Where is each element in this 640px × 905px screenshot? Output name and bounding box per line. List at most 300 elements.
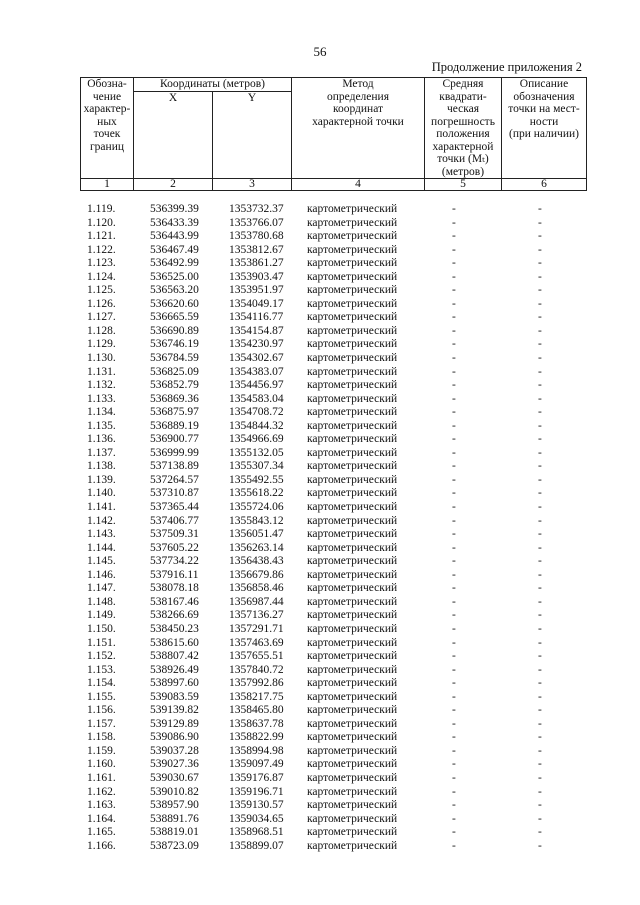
point-id-cell: 1.160. xyxy=(87,758,116,771)
table-row xyxy=(0,338,640,352)
page-number: 56 xyxy=(313,44,327,59)
method-cell: картометрический xyxy=(307,663,398,676)
x-coordinate-cell: 538819.01 xyxy=(150,826,199,839)
precision-cell: - xyxy=(452,731,456,744)
x-coordinate-cell: 536690.89 xyxy=(150,324,199,337)
table-row xyxy=(0,460,640,474)
y-coordinate-cell: 1357136.27 xyxy=(229,609,284,622)
method-cell: картометрический xyxy=(307,690,398,703)
header-description-line: ности xyxy=(529,115,559,128)
description-cell: - xyxy=(538,433,542,446)
table-row xyxy=(0,501,640,515)
point-id-cell: 1.162. xyxy=(87,785,116,798)
method-cell: картометрический xyxy=(307,419,398,432)
table-row xyxy=(0,311,640,325)
header-precision-line: характерной xyxy=(432,140,494,153)
method-cell: картометрический xyxy=(307,433,398,446)
point-id-cell: 1.163. xyxy=(87,799,116,812)
description-cell: - xyxy=(538,690,542,703)
description-cell: - xyxy=(538,352,542,365)
y-coordinate-cell: 1358899.07 xyxy=(229,839,284,852)
point-id-cell: 1.142. xyxy=(87,514,116,527)
description-cell: - xyxy=(538,839,542,852)
method-cell: картометрический xyxy=(307,284,398,297)
method-cell: картометрический xyxy=(307,487,398,500)
y-coordinate-cell: 1358822.99 xyxy=(229,731,284,744)
point-id-cell: 1.158. xyxy=(87,731,116,744)
y-coordinate-cell: 1354583.04 xyxy=(229,392,284,405)
header-precision-line: ческая xyxy=(446,103,480,115)
point-id-cell: 1.126. xyxy=(87,297,116,310)
point-id-cell: 1.143. xyxy=(87,528,116,541)
point-id-cell: 1.138. xyxy=(87,460,116,473)
description-cell: - xyxy=(538,771,542,784)
x-coordinate-cell: 538167.46 xyxy=(150,595,199,608)
table-row xyxy=(0,271,640,285)
table-row xyxy=(0,569,640,583)
method-cell: картометрический xyxy=(307,297,398,310)
method-cell: картометрический xyxy=(307,365,398,378)
table-row xyxy=(0,582,640,596)
table-row xyxy=(0,217,640,231)
x-coordinate-cell: 538450.23 xyxy=(150,622,199,635)
y-coordinate-cell: 1358994.98 xyxy=(229,744,284,757)
y-coordinate-cell: 1354966.69 xyxy=(229,433,284,446)
table-row xyxy=(0,528,640,542)
y-coordinate-cell: 1357992.86 xyxy=(229,677,284,690)
table-header xyxy=(80,77,587,191)
description-cell: - xyxy=(538,419,542,432)
precision-cell: - xyxy=(452,243,456,256)
header-point-id xyxy=(81,78,134,179)
point-id-cell: 1.148. xyxy=(87,595,116,608)
y-coordinate-cell: 1357840.72 xyxy=(229,663,284,676)
table-row xyxy=(0,637,640,651)
description-cell: - xyxy=(538,460,542,473)
y-coordinate-cell: 1353780.68 xyxy=(229,230,284,243)
x-coordinate-cell: 536399.39 xyxy=(150,203,199,215)
x-coordinate-cell: 539139.82 xyxy=(150,704,199,717)
table-row xyxy=(0,731,640,745)
table-row xyxy=(0,799,640,813)
point-id-cell: 1.134. xyxy=(87,406,116,419)
point-id-cell: 1.119. xyxy=(87,203,116,215)
description-cell: - xyxy=(538,406,542,419)
y-coordinate-cell: 1353861.27 xyxy=(229,257,284,270)
method-cell: картометрический xyxy=(307,595,398,608)
precision-cell: - xyxy=(452,758,456,771)
header-precision-line: точки (Mₜ) xyxy=(437,153,489,165)
method-cell: картометрический xyxy=(307,216,398,229)
header-point-id-line: Обозна- xyxy=(87,78,127,90)
table-row xyxy=(0,325,640,339)
description-cell: - xyxy=(538,650,542,663)
point-id-cell: 1.139. xyxy=(87,473,116,486)
method-cell: картометрический xyxy=(307,379,398,392)
x-coordinate-cell: 539027.36 xyxy=(150,758,199,771)
precision-cell: - xyxy=(452,690,456,703)
header-num-6: 6 xyxy=(502,179,587,191)
precision-cell: - xyxy=(452,622,456,635)
precision-cell: - xyxy=(452,636,456,649)
header-precision-line: (метров) xyxy=(441,165,485,178)
description-cell: - xyxy=(538,311,542,324)
point-id-cell: 1.123. xyxy=(87,257,116,270)
y-coordinate-cell: 1353766.07 xyxy=(229,216,284,229)
precision-cell: - xyxy=(452,203,456,215)
header-description-line: точки на мест- xyxy=(508,103,580,115)
precision-cell: - xyxy=(452,379,456,392)
point-id-cell: 1.161. xyxy=(87,771,116,784)
method-cell: картометрический xyxy=(307,338,398,351)
table-row xyxy=(0,284,640,298)
x-coordinate-cell: 537264.57 xyxy=(150,473,199,486)
y-coordinate-cell: 1354049.17 xyxy=(229,297,284,310)
table-row xyxy=(0,650,640,664)
point-id-cell: 1.132. xyxy=(87,379,116,392)
header-coords-group: Координаты (метров) xyxy=(134,78,292,92)
precision-cell: - xyxy=(452,826,456,839)
y-coordinate-cell: 1358968.51 xyxy=(229,826,284,839)
method-cell: картометрический xyxy=(307,555,398,568)
table-row xyxy=(0,745,640,759)
precision-cell: - xyxy=(452,595,456,608)
point-id-cell: 1.121. xyxy=(87,230,116,243)
table-row xyxy=(0,758,640,772)
method-cell: картометрический xyxy=(307,731,398,744)
method-cell: картометрический xyxy=(307,826,398,839)
y-coordinate-cell: 1359196.71 xyxy=(229,785,284,798)
table-row xyxy=(0,379,640,393)
x-coordinate-cell: 537734.22 xyxy=(150,555,199,568)
method-cell: картометрический xyxy=(307,406,398,419)
table-row xyxy=(0,420,640,434)
point-id-cell: 1.146. xyxy=(87,568,116,581)
description-cell: - xyxy=(538,203,542,215)
y-coordinate-cell: 1353951.97 xyxy=(229,284,284,297)
y-coordinate-cell: 1356858.46 xyxy=(229,582,284,595)
method-cell: картометрический xyxy=(307,744,398,757)
point-id-cell: 1.153. xyxy=(87,663,116,676)
header-description-line: Описание xyxy=(519,78,569,90)
x-coordinate-cell: 536746.19 xyxy=(150,338,199,351)
y-coordinate-cell: 1354302.67 xyxy=(229,352,284,365)
point-id-cell: 1.141. xyxy=(87,501,116,514)
header-method-line: определения xyxy=(326,90,389,103)
description-cell: - xyxy=(538,758,542,771)
precision-cell: - xyxy=(452,297,456,310)
precision-cell: - xyxy=(452,460,456,473)
y-coordinate-cell: 1359130.57 xyxy=(229,799,284,812)
header-point-id-line: точек xyxy=(93,128,121,140)
table-row xyxy=(0,555,640,569)
description-cell: - xyxy=(538,284,542,297)
method-cell: картометрический xyxy=(307,203,398,215)
table-row xyxy=(0,813,640,827)
point-id-cell: 1.156. xyxy=(87,704,116,717)
x-coordinate-cell: 536900.77 xyxy=(150,433,199,446)
x-coordinate-cell: 536999.99 xyxy=(150,446,199,459)
point-id-cell: 1.120. xyxy=(87,216,116,229)
method-cell: картометрический xyxy=(307,812,398,825)
x-coordinate-cell: 539129.89 xyxy=(150,717,199,730)
description-cell: - xyxy=(538,731,542,744)
y-coordinate-cell: 1355724.06 xyxy=(229,501,284,514)
y-coordinate-cell: 1358465.80 xyxy=(229,704,284,717)
precision-cell: - xyxy=(452,785,456,798)
method-cell: картометрический xyxy=(307,609,398,622)
precision-cell: - xyxy=(452,514,456,527)
point-id-cell: 1.140. xyxy=(87,487,116,500)
x-coordinate-cell: 537605.22 xyxy=(150,541,199,554)
description-cell: - xyxy=(538,473,542,486)
table-row xyxy=(0,366,640,380)
description-cell: - xyxy=(538,595,542,608)
x-coordinate-cell: 536620.60 xyxy=(150,297,199,310)
y-coordinate-cell: 1355618.22 xyxy=(229,487,284,500)
method-cell: картометрический xyxy=(307,650,398,663)
point-id-cell: 1.136. xyxy=(87,433,116,446)
method-cell: картометрический xyxy=(307,392,398,405)
y-coordinate-cell: 1356051.47 xyxy=(229,528,284,541)
point-id-cell: 1.150. xyxy=(87,622,116,635)
precision-cell: - xyxy=(452,216,456,229)
x-coordinate-cell: 538723.09 xyxy=(150,839,199,852)
table-row xyxy=(0,691,640,705)
precision-cell: - xyxy=(452,555,456,568)
x-coordinate-cell: 537509.31 xyxy=(150,528,199,541)
description-cell: - xyxy=(538,622,542,635)
header-num-1: 1 xyxy=(81,179,134,191)
y-coordinate-cell: 1356679.86 xyxy=(229,568,284,581)
point-id-cell: 1.131. xyxy=(87,365,116,378)
point-id-cell: 1.122. xyxy=(87,243,116,256)
point-id-cell: 1.166. xyxy=(87,839,116,852)
x-coordinate-cell: 539086.90 xyxy=(150,731,199,744)
precision-cell: - xyxy=(452,582,456,595)
method-cell: картометрический xyxy=(307,270,398,283)
precision-cell: - xyxy=(452,839,456,852)
x-coordinate-cell: 536433.39 xyxy=(150,216,199,229)
description-cell: - xyxy=(538,785,542,798)
precision-cell: - xyxy=(452,568,456,581)
header-precision-line: положения xyxy=(436,128,490,140)
description-cell: - xyxy=(538,446,542,459)
precision-cell: - xyxy=(452,338,456,351)
x-coordinate-cell: 536852.79 xyxy=(150,379,199,392)
precision-cell: - xyxy=(452,433,456,446)
table-row xyxy=(0,447,640,461)
y-coordinate-cell: 1353732.37 xyxy=(229,203,284,215)
y-coordinate-cell: 1358217.75 xyxy=(229,690,284,703)
x-coordinate-cell: 538891.76 xyxy=(150,812,199,825)
header-point-id-line: ных xyxy=(97,115,117,128)
x-coordinate-cell: 538078.18 xyxy=(150,582,199,595)
point-id-cell: 1.155. xyxy=(87,690,116,703)
y-coordinate-cell: 1354154.87 xyxy=(229,324,284,337)
description-cell: - xyxy=(538,609,542,622)
y-coordinate-cell: 1354708.72 xyxy=(229,406,284,419)
y-coordinate-cell: 1353812.67 xyxy=(229,243,284,256)
point-id-cell: 1.157. xyxy=(87,717,116,730)
method-cell: картометрический xyxy=(307,311,398,324)
description-cell: - xyxy=(538,324,542,337)
y-coordinate-cell: 1356987.44 xyxy=(229,595,284,608)
table-row xyxy=(0,840,640,854)
x-coordinate-cell: 536784.59 xyxy=(150,352,199,365)
description-cell: - xyxy=(538,744,542,757)
x-coordinate-cell: 539010.82 xyxy=(150,785,199,798)
description-cell: - xyxy=(538,514,542,527)
precision-cell: - xyxy=(452,650,456,663)
method-cell: картометрический xyxy=(307,622,398,635)
method-cell: картометрический xyxy=(307,799,398,812)
x-coordinate-cell: 537406.77 xyxy=(150,514,199,527)
header-precision-line: квадрати- xyxy=(439,90,487,103)
y-coordinate-cell: 1356263.14 xyxy=(229,541,284,554)
description-cell: - xyxy=(538,663,542,676)
x-coordinate-cell: 536875.97 xyxy=(150,406,199,419)
table-row xyxy=(0,786,640,800)
precision-cell: - xyxy=(452,704,456,717)
precision-cell: - xyxy=(452,717,456,730)
description-cell: - xyxy=(538,379,542,392)
description-cell: - xyxy=(538,528,542,541)
x-coordinate-cell: 537138.89 xyxy=(150,460,199,473)
x-coordinate-cell: 538957.90 xyxy=(150,799,199,812)
table-row xyxy=(0,704,640,718)
x-coordinate-cell: 536665.59 xyxy=(150,311,199,324)
table-row xyxy=(0,596,640,610)
header-method xyxy=(292,78,425,179)
description-cell: - xyxy=(538,799,542,812)
precision-cell: - xyxy=(452,352,456,365)
description-cell: - xyxy=(538,365,542,378)
precision-cell: - xyxy=(452,487,456,500)
description-cell: - xyxy=(538,717,542,730)
table-row xyxy=(0,433,640,447)
precision-cell: - xyxy=(452,663,456,676)
header-precision xyxy=(425,78,502,179)
header-x: X xyxy=(134,91,213,178)
y-coordinate-cell: 1355492.55 xyxy=(229,473,284,486)
y-coordinate-cell: 1357463.69 xyxy=(229,636,284,649)
table-row xyxy=(0,772,640,786)
point-id-cell: 1.159. xyxy=(87,744,116,757)
x-coordinate-cell: 536889.19 xyxy=(150,419,199,432)
table-row xyxy=(0,718,640,732)
x-coordinate-cell: 536525.00 xyxy=(150,270,199,283)
precision-cell: - xyxy=(452,365,456,378)
description-cell: - xyxy=(538,812,542,825)
x-coordinate-cell: 536825.09 xyxy=(150,365,199,378)
table-row xyxy=(0,474,640,488)
x-coordinate-cell: 538807.42 xyxy=(150,650,199,663)
y-coordinate-cell: 1355132.05 xyxy=(229,446,284,459)
point-id-cell: 1.151. xyxy=(87,636,116,649)
method-cell: картометрический xyxy=(307,243,398,256)
y-coordinate-cell: 1354116.77 xyxy=(229,311,284,324)
precision-cell: - xyxy=(452,230,456,243)
table-row xyxy=(0,203,640,217)
description-cell: - xyxy=(538,636,542,649)
table-row xyxy=(0,257,640,271)
y-coordinate-cell: 1355843.12 xyxy=(229,514,284,527)
table-row xyxy=(0,664,640,678)
continuation-label: Продолжение приложения 2 xyxy=(431,60,582,74)
precision-cell: - xyxy=(452,473,456,486)
y-coordinate-cell: 1353903.47 xyxy=(229,270,284,283)
description-cell: - xyxy=(538,568,542,581)
header-point-id-line: границ xyxy=(89,140,125,153)
x-coordinate-cell: 539037.28 xyxy=(150,744,199,757)
table-row xyxy=(0,230,640,244)
method-cell: картометрический xyxy=(307,446,398,459)
point-id-cell: 1.128. xyxy=(87,324,116,337)
x-coordinate-cell: 539030.67 xyxy=(150,771,199,784)
header-y: Y xyxy=(213,91,292,178)
table-row xyxy=(0,677,640,691)
method-cell: картометрический xyxy=(307,568,398,581)
header-num-4: 4 xyxy=(292,179,425,191)
description-cell: - xyxy=(538,216,542,229)
precision-cell: - xyxy=(452,257,456,270)
point-id-cell: 1.145. xyxy=(87,555,116,568)
header-description-line: (при наличии) xyxy=(509,128,579,140)
point-id-cell: 1.164. xyxy=(87,812,116,825)
table-row xyxy=(0,393,640,407)
precision-cell: - xyxy=(452,270,456,283)
header-num-5: 5 xyxy=(425,179,502,191)
y-coordinate-cell: 1354383.07 xyxy=(229,365,284,378)
x-coordinate-cell: 538926.49 xyxy=(150,663,199,676)
header-point-id-line: характер- xyxy=(83,103,131,115)
method-cell: картометрический xyxy=(307,771,398,784)
method-cell: картометрический xyxy=(307,758,398,771)
point-id-cell: 1.125. xyxy=(87,284,116,297)
y-coordinate-cell: 1355307.34 xyxy=(229,460,284,473)
x-coordinate-cell: 536492.99 xyxy=(150,257,199,270)
description-cell: - xyxy=(538,297,542,310)
method-cell: картометрический xyxy=(307,473,398,486)
point-id-cell: 1.127. xyxy=(87,311,116,324)
precision-cell: - xyxy=(452,609,456,622)
x-coordinate-cell: 536563.20 xyxy=(150,284,199,297)
method-cell: картометрический xyxy=(307,528,398,541)
method-cell: картометрический xyxy=(307,230,398,243)
coordinates-table-body xyxy=(0,203,640,853)
method-cell: картометрический xyxy=(307,257,398,270)
y-coordinate-cell: 1356438.43 xyxy=(229,555,284,568)
header-description-line: обозначения xyxy=(513,90,575,103)
precision-cell: - xyxy=(452,446,456,459)
description-cell: - xyxy=(538,541,542,554)
precision-cell: - xyxy=(452,799,456,812)
point-id-cell: 1.165. xyxy=(87,826,116,839)
method-cell: картометрический xyxy=(307,717,398,730)
table-row xyxy=(0,609,640,623)
x-coordinate-cell: 539083.59 xyxy=(150,690,199,703)
description-cell: - xyxy=(538,392,542,405)
point-id-cell: 1.124. xyxy=(87,270,116,283)
point-id-cell: 1.149. xyxy=(87,609,116,622)
point-id-cell: 1.129. xyxy=(87,338,116,351)
description-cell: - xyxy=(538,243,542,256)
method-cell: картометрический xyxy=(307,514,398,527)
precision-cell: - xyxy=(452,419,456,432)
x-coordinate-cell: 538266.69 xyxy=(150,609,199,622)
precision-cell: - xyxy=(452,541,456,554)
